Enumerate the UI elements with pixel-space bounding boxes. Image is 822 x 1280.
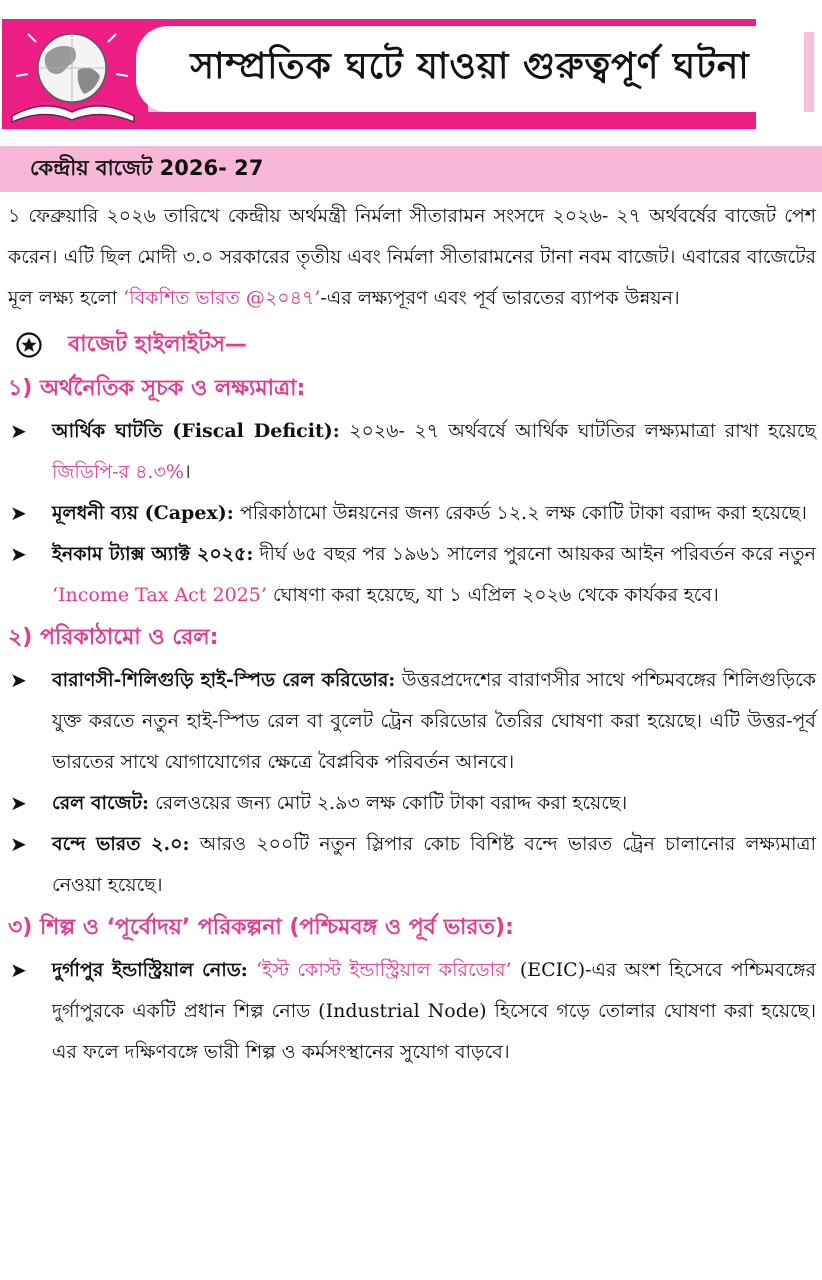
item-label: রেল বাজেট: — [52, 792, 150, 814]
highlights-title: বাজেট হাইলাইটস— — [68, 331, 247, 357]
list-item — [8, 783, 816, 824]
globe-on-book-icon — [8, 24, 138, 124]
item-text: ২০২৬- ২৭ অর্থবর্ষে আর্থিক ঘাটতির লক্ষ্যমাত্রা রাখা হয়েছে — [339, 420, 817, 442]
section-heading: ২) পরিকাঠামো ও রেল: — [8, 625, 219, 650]
star-circle-icon — [12, 328, 46, 362]
item-text: আরও ২০০টি নতুন স্লিপার কোচ বিশিষ্ট বন্দে ভারত ট্রেন চালানোর লক্ষ্যমাত্রা নেওয়া হয়েছে। — [52, 833, 816, 896]
item-highlight: জিডিপি-র ৪.৩% — [52, 461, 184, 483]
item-text: উত্তরপ্রদেশের বারাণসীর সাথে পশ্চিমবঙ্গের শিলিগুড়িকে যুক্ত করতে নতুন হাই-স্পিড রেল বা বুলেট ট্রেন করিডোর তৈরির ঘোষণা করা হয়েছে। এটি উত্তর-পূর্ব ভারতের সাথে যোগাযোগের ক্ষেত্রে বৈপ্লবিক পরিবর্তন আনবে। — [52, 669, 816, 773]
intro-text: ১ ফেব্রুয়ারি ২০২৬ তারিখে কেন্দ্রীয় অর্থমন্ত্রী নির্মলা সীতারামন সংসদে ২০২৬- ২৭ অর্থবর্ষের বাজেট পেশ করেন। এটি ছিল মোদী ৩.০ সরকারের তৃতীয় এবং নির্মলা সীতারামনের টানা নবম বাজেট। এবারের বাজেটের মূল লক্ষ্য হলো — [8, 205, 816, 309]
item-text: পরিকাঠামো উন্নয়নের জন্য রেকর্ড ১২.২ লক্ষ কোটি টাকা বরাদ্দ করা হয়েছে। — [233, 502, 807, 524]
arrow-bullet-icon: ➤ — [10, 542, 27, 566]
section-title-bar — [0, 146, 822, 192]
item-label: দুর্গাপুর ইন্ডাস্ট্রিয়াল নোড: — [52, 959, 248, 981]
arrow-bullet-icon: ➤ — [10, 832, 27, 856]
intro-text-end: -এর লক্ষ্যপূরণ এবং পূর্ব ভারতের ব্যাপক উন্নয়ন। — [320, 287, 680, 309]
arrow-bullet-icon: ➤ — [10, 958, 27, 982]
article-body — [8, 196, 816, 1073]
list-item — [8, 660, 816, 783]
list-item — [8, 411, 816, 493]
banner-title-box — [136, 26, 804, 112]
item-highlight: ‘Income Tax Act 2025’ — [52, 584, 267, 606]
section-title: কেন্দ্রীয় বাজেট 2026- 27 — [30, 155, 264, 180]
item-text-end: ঘোষণা করা হয়েছে, যা ১ এপ্রিল ২০২৬ থেকে কার্যকর হবে। — [266, 584, 719, 606]
list-item — [8, 534, 816, 616]
page-title: সাম্প্রতিক ঘটে যাওয়া গুরুত্বপূর্ণ ঘটনা — [190, 46, 750, 87]
arrow-bullet-icon: ➤ — [10, 791, 27, 815]
item-text: রেলওয়ের জন্য মোট ২.৯৩ লক্ষ কোটি টাকা বরাদ্দ করা হয়েছে। — [149, 792, 628, 814]
highlights-heading — [8, 323, 816, 367]
list-item — [8, 950, 816, 1073]
intro-paragraph — [8, 196, 816, 319]
item-text — [248, 959, 256, 981]
section-heading: ৩) শিল্প ও ‘পূর্বোদয়’ পরিকল্পনা (পশ্চিমবঙ্গ ও পূর্ব ভারত): — [8, 915, 514, 940]
section-heading: ১) অর্থনৈতিক সূচক ও লক্ষ্যমাত্রা: — [8, 376, 306, 401]
intro-highlight: ‘বিকশিত ভারত @২০৪৭’ — [123, 287, 321, 309]
item-label: বারাণসী-শিলিগুড়ি হাই-স্পিড রেল করিডোর: — [52, 669, 396, 691]
arrow-bullet-icon: ➤ — [10, 501, 27, 525]
item-text-end: । — [183, 461, 191, 483]
item-label: আর্থিক ঘাটতি (Fiscal Deficit): — [52, 420, 340, 442]
item-label: মূলধনী ব্যয় (Capex): — [52, 502, 234, 524]
list-item — [8, 824, 816, 906]
item-highlight: ‘ইস্ট কোস্ট ইন্ডাস্ট্রিয়াল করিডোর’ — [255, 959, 512, 981]
item-text: দীর্ঘ ৬৫ বছর পর ১৯৬১ সালের পুরনো আয়কর আইন পরিবর্তন করে নতুন — [253, 543, 816, 565]
item-label: ইনকাম ট্যাক্স অ্যাক্ট ২০২৫: — [52, 543, 254, 565]
item-label: বন্দে ভারত ২.০: — [52, 833, 190, 855]
item-text-end: (ECIC)-এর অংশ হিসেবে পশ্চিমবঙ্গের দুর্গাপুরকে একটি প্রধান শিল্প নোড (Industrial Node) হিসেবে গড়ে তোলার ঘোষণা করা হয়েছে। এর ফলে দক্ষিণবঙ্গে ভারী শিল্প ও কর্মসংস্থানের সুযোগ বাড়বে। — [52, 959, 817, 1063]
arrow-bullet-icon: ➤ — [10, 668, 27, 692]
arrow-bullet-icon: ➤ — [10, 419, 27, 443]
list-item — [8, 493, 816, 534]
